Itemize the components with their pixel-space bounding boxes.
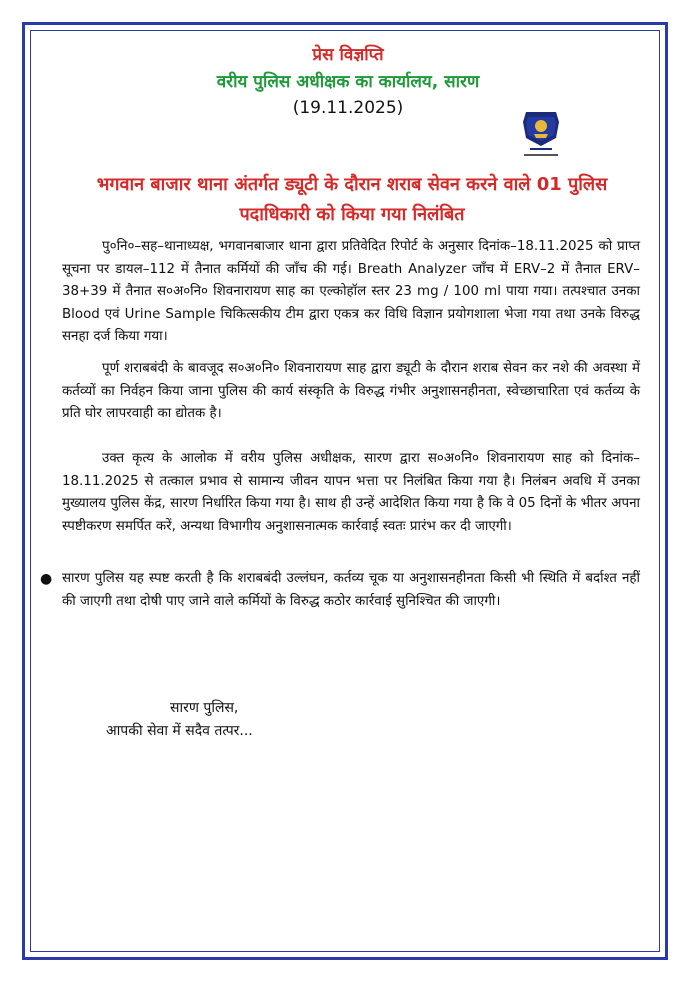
paragraph-3: उक्त कृत्य के आलोक में वरीय पुलिस अधीक्षक, सारण द्वारा स०अ०नि० शिवनारायण साह को दिनांक–18.11.2025 से तत्काल प्रभाव से सामान्य जीवन यापन भत्ता पर निलंबित किया गया है। निलंबन अवधि में उनका मुख्यालय पुलिस केंद्र, सारण निर्धारित किया गया है। साथ ही उन्हें आदेशित किया गया है कि वे 05 दिनों के भीतर अपना स्पष्टीकरण समर्पित करें, अन्यथा विभागीय अनुशासनात्मक कार्रवाई स्वतः प्रारंभ कर दी जाएगी। <box>62 451 640 534</box>
press-release-title: प्रेस विज्ञप्ति <box>312 45 384 65</box>
bullet-icon: ● <box>40 571 53 587</box>
headline: भगवान बाजार थाना अंतर्गत ड्यूटी के दौरान शराब सेवन करने वाले 01 पुलिस पदाधिकारी को किया गया निलंबित <box>96 174 608 225</box>
paragraph-2: पूर्ण शराबबंदी के बावजूद स०अ०नि० शिवनारायण साह द्वारा ड्यूटी के दौरान शराब सेवन कर नशे की अवस्था में कर्तव्यों का निर्वहन किया जाना पुलिस की कार्य संस्कृति के विरुद्ध गंभीर अनुशासनहीनता, स्वेच्छाचारिता एवं कर्तव्य के प्रति घोर लापरवाही का द्योतक है। <box>62 361 640 421</box>
office-name: वरीय पुलिस अधीक्षक का कार्यालय, सारण <box>216 72 480 92</box>
signature-line-2: आपकी सेवा में सदैव तत्पर... <box>106 723 253 739</box>
bullet-statement <box>40 568 640 613</box>
police-emblem-icon <box>512 108 570 160</box>
bullet-text: सारण पुलिस यह स्पष्ट करती है कि शराबबंदी उल्लंघन, कर्तव्य चूक या अनुशासनहीनता किसी भी स्थिति में बर्दाश्त नहीं की जाएगी तथा दोषी पाए जाने वाले कर्मियों के विरुद्ध कठोर कार्रवाई सुनिश्चित की जाएगी। <box>62 571 640 609</box>
release-date: (19.11.2025) <box>292 98 404 118</box>
signature-line-1: सारण पुलिस, <box>170 700 239 716</box>
paragraph-1: पु०नि०–सह–थानाध्यक्ष, भगवानबाजार थाना द्वारा प्रतिवेदित रिपोर्ट के अनुसार दिनांक–18.11.2025 को प्राप्त सूचना पर डायल–112 में तैनात कर्मियों की जाँच की गई। Breath Analyzer जाँच में ERV–2 में तैनात ERV–38+39 में तैनात स०अ०नि० शिवनारायण साह का एल्कोहॉल स्तर 23 mg / 100 ml पाया गया। तत्पश्चात उनका Blood एवं Urine Sample चिकित्सकीय टीम द्वारा एकत्र कर विधि विज्ञान प्रयोगशाला भेजा गया तथा उनके विरुद्ध सनहा दर्ज किया गया। <box>62 239 640 344</box>
